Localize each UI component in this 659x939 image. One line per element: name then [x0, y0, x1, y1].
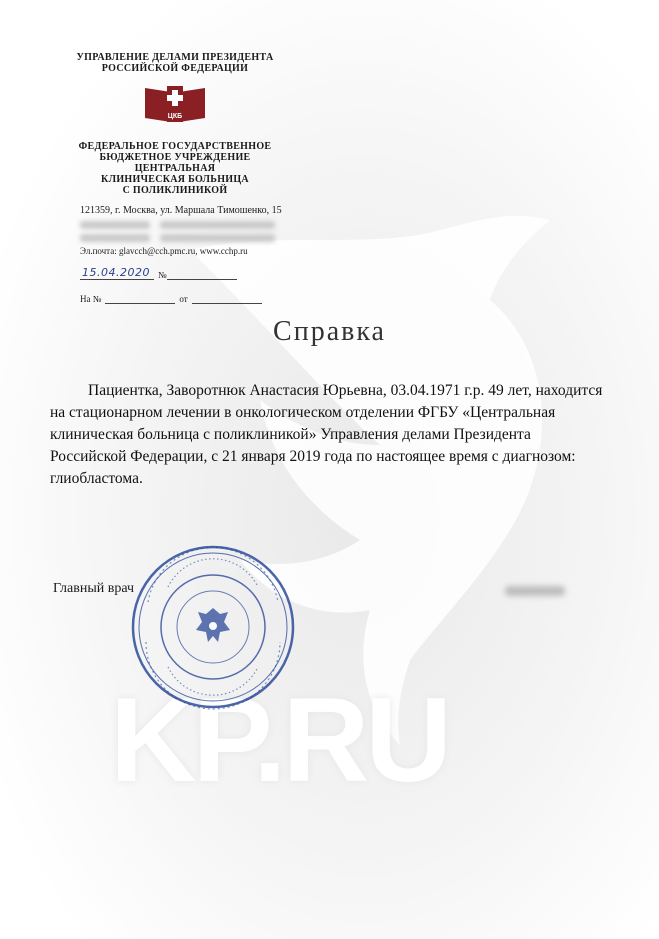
redacted-phone	[80, 221, 150, 229]
ministry-line-1: УПРАВЛЕНИЕ ДЕЛАМИ ПРЕЗИДЕНТА	[76, 52, 274, 63]
letterhead	[60, 52, 290, 196]
redacted-signature-name	[505, 586, 565, 596]
document-title: Справка	[273, 316, 386, 347]
org-line-3: ЦЕНТРАЛЬНАЯ	[134, 163, 216, 174]
org-line-5: С ПОЛИКЛИНИКОЙ	[122, 185, 228, 196]
ref-from-label: от	[179, 294, 188, 304]
ref-number-blank	[105, 293, 175, 304]
ref-label: На №	[80, 294, 102, 304]
address: 121359, г. Москва, ул. Маршала Тимошенко, 15	[80, 205, 282, 216]
handwritten-date: 15.04.2020	[80, 266, 154, 280]
org-line-2: БЮДЖЕТНОЕ УЧРЕЖДЕНИЕ	[99, 152, 251, 163]
body-paragraph: Пациентка, Заворотнюк Анастасия Юрьевна, 03.04.1971 г.р. 49 лет, находится на стационарном лечении в онкологическом отделении ФГБУ «Центральная клиническая больница с поликлиникой» Управления делами Президента Российской Федерации, с 21 января 2019 года по настоящее время с диагнозом: глиобластома.	[50, 382, 603, 487]
number-mark: №	[157, 270, 167, 280]
redacted-code-2	[160, 234, 275, 242]
official-seal-icon	[128, 542, 298, 712]
logo-text: ЦКБ	[167, 113, 183, 120]
ref-date-blank	[192, 293, 262, 304]
kp-watermark: KP.RU	[110, 673, 448, 807]
redacted-code	[80, 234, 150, 242]
ministry-line-2: РОССИЙСКОЙ ФЕДЕРАЦИИ	[101, 63, 249, 74]
number-blank	[167, 269, 237, 280]
org-line-4: КЛИНИЧЕСКАЯ БОЛЬНИЦА	[101, 174, 249, 185]
date-row	[80, 266, 237, 280]
signature-label: Главный врач	[53, 581, 135, 596]
hospital-logo-icon	[141, 82, 209, 126]
redacted-fax	[160, 221, 275, 229]
reference-row	[80, 293, 262, 304]
email-line: Эл.почта: glavcch@cch.pmc.ru, www.cchp.ru	[80, 246, 248, 256]
org-line-1: ФЕДЕРАЛЬНОЕ ГОСУДАРСТВЕННОЕ	[78, 141, 272, 152]
document-body	[50, 380, 610, 490]
